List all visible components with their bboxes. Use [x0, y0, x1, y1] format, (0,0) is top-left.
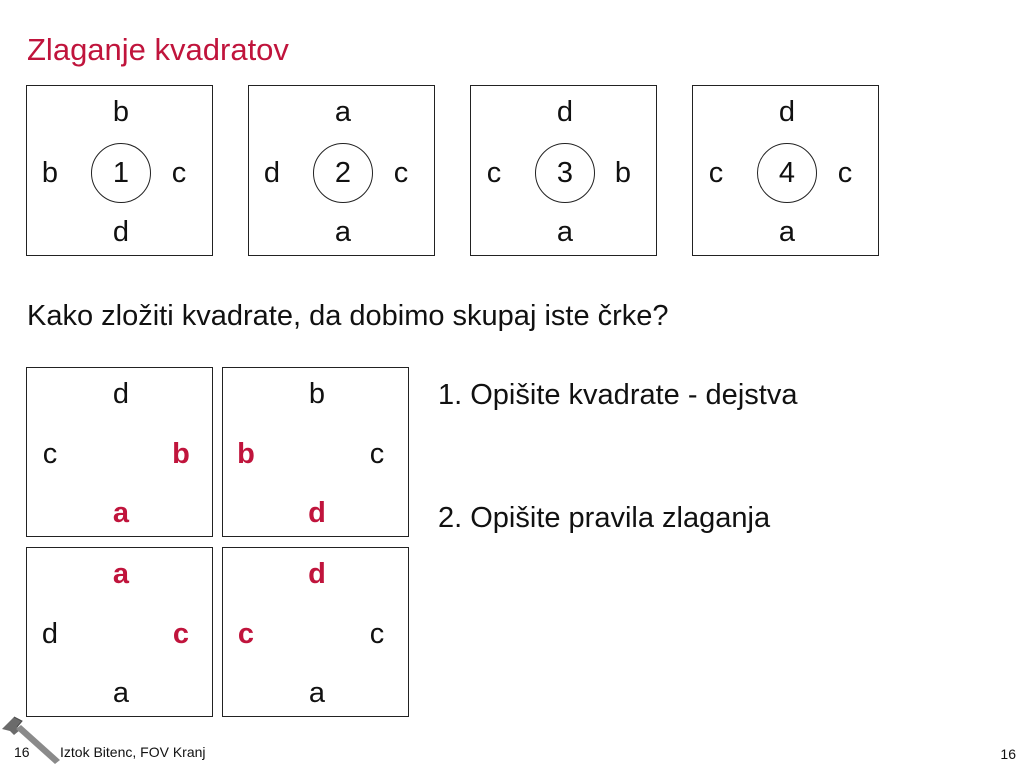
tile-bottom-letter-match: d — [308, 497, 326, 529]
tile-top-letter: d — [112, 378, 130, 410]
puzzle-tile-top-left — [26, 367, 213, 537]
tile-right-letter: c — [393, 157, 409, 189]
tile-right-letter-match: b — [172, 438, 190, 470]
slide-title: Zlaganje kvadratov — [27, 32, 289, 67]
tile-left-letter: d — [263, 157, 281, 189]
tile-right-letter: b — [614, 157, 632, 189]
tile-2 — [248, 85, 435, 256]
tile-left-letter: c — [486, 157, 502, 189]
hammer-icon — [0, 712, 62, 764]
tile-left-letter-match: b — [237, 438, 255, 470]
footer-page-number: 16 — [14, 744, 30, 760]
tile-right-letter-match: c — [172, 618, 190, 650]
tile-top-letter-match: d — [308, 558, 326, 590]
tile-bottom-letter: a — [308, 677, 326, 709]
tile-top-letter: d — [778, 96, 796, 128]
tile-top-letter: b — [308, 378, 326, 410]
task-describe-rules: 2. Opišite pravila zlaganja — [438, 502, 771, 534]
tile-left-letter: d — [41, 618, 59, 650]
tile-right-letter: c — [837, 157, 853, 189]
tile-right-letter: c — [369, 618, 385, 650]
tile-1 — [26, 85, 213, 256]
tile-bottom-letter: a — [334, 216, 352, 248]
tile-bottom-letter: a — [778, 216, 796, 248]
tile-bottom-letter: a — [556, 216, 574, 248]
puzzle-tile-bottom-left — [26, 547, 213, 717]
tile-number: 2 — [334, 157, 352, 189]
question-text: Kako zložiti kvadrate, da dobimo skupaj iste črke? — [27, 300, 669, 332]
tile-left-letter: c — [708, 157, 724, 189]
tile-top-letter-match: a — [112, 558, 130, 590]
tile-left-letter: c — [42, 438, 58, 470]
tile-bottom-letter: a — [112, 677, 130, 709]
tile-left-letter-match: c — [237, 618, 255, 650]
tile-top-letter: a — [334, 96, 352, 128]
tile-number: 3 — [556, 157, 574, 189]
tile-top-letter: b — [112, 96, 130, 128]
tile-right-letter: c — [171, 157, 187, 189]
task-describe-squares: 1. Opišite kvadrate - dejstva — [438, 379, 798, 411]
tile-4 — [692, 85, 879, 256]
tile-bottom-letter: d — [112, 216, 130, 248]
tile-top-letter: d — [556, 96, 574, 128]
puzzle-tile-bottom-right — [222, 547, 409, 717]
slide-number: 16 — [1000, 746, 1016, 762]
tile-3 — [470, 85, 657, 256]
tile-number: 1 — [112, 157, 130, 189]
tile-number: 4 — [778, 157, 796, 189]
tile-right-letter: c — [369, 438, 385, 470]
tile-bottom-letter-match: a — [112, 497, 130, 529]
tile-left-letter: b — [41, 157, 59, 189]
footer-author: Iztok Bitenc, FOV Kranj — [60, 744, 206, 760]
puzzle-tile-top-right — [222, 367, 409, 537]
